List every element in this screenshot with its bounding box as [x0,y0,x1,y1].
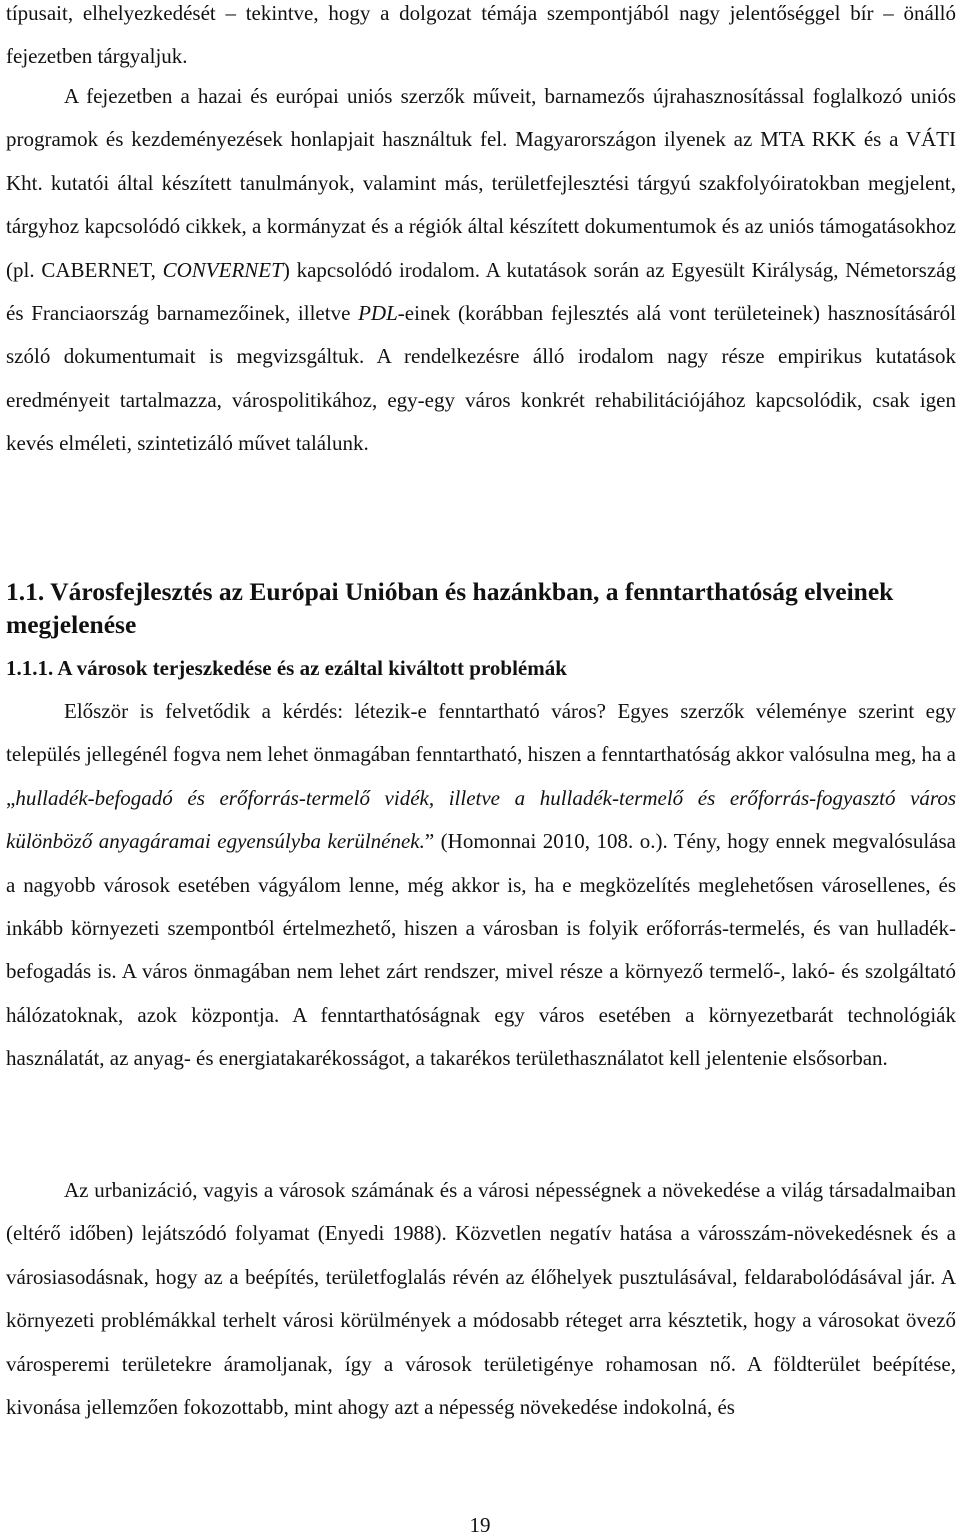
paragraph-text: típusait, elhelyezkedését – tekintve, hogy a dolgozat témája szempontjából nagy jelentőséggel bír – önálló fejezetben tárgyaljuk. [6,1,956,69]
italic-quotation: hulladék-befogadó és erőforrás-termelő vidék, illetve a hulladék-termelő és erőforrás-fogyasztó város különböző anyagáramai egyensúlyba kerülnének. [6,785,956,854]
page-number: 19 [469,1513,491,1537]
paragraph-urbanization [6,1169,956,1429]
paragraph-text: -einek (korábban fejlesztés alá vont területeinek) hasznosításáról szóló dokumentumait is megvizsgáltuk. A rendelkezésre álló irodalom nagy része empirikus kutatások eredményeit tartalmazza, várospolitikához, egy-egy város konkrét rehabilitációjához kapcsolódik, csak igen kevés elméleti, szintetizáló művet találunk. [6,301,956,456]
section-title: Városfejlesztés az Európai Unióban és hazánkban, a fenntarthatóság elveinek megjelenése [6,577,894,639]
paragraph-sources [6,75,956,466]
paragraph-text: Az urbanizáció, vagyis a városok számának és a városi népességnek a növekedése a világ társadalmaiban (eltérő időben) lejátszódó folyamat (Enyedi 1988). Közvetlen negatív hatása a városszám-növekedésnek és a városiasodásnak, hogy az a beépítés, területfoglalás révén az élőhelyek pusztulásával, feldarabolódásával jár. A környezeti problémákkal terhelt városi körülmények a módosabb réteget arra késztetik, hogy a városokat övező városperemi területekre áramoljanak, így a városok területigénye rohamosan nő. A földterület beépítése, kivonása jellemzően fokozottabb, mint ahogy azt a népesség növekedése indokolná, és [6,1178,956,1420]
subsection-heading [6,653,956,683]
paragraph-text: ) kapcsolódó irodalom. A kutatások során az Egyesült Királyság, Németország és Franciaország barnamezőinek, illetve [6,257,956,326]
paragraph-text: ” (Homonnai 2010, 108. o.). Tény, hogy ennek megvalósulása a nagyobb városok esetében vágyálom lenne, még akkor is, ha e megközelítés meglehetősen városellenes, és inkább környezeti szempontból értelmezhető, hiszen a városban is folyik erőforrás-termelés, és van hulladék-befogadás is. A város önmagában nem lehet zárt rendszer, mivel része a környező termelő-, lakó- és szolgáltató hálózatoknak, azok központja. A fenntarthatóságnak egy város esetében a környezetbarát technológiák használatát, az anyag- és energiatakarékosságot, a takarékos területhasználatot kell jelentenie elsősorban. [6,829,956,1071]
paragraph-text: A fejezetben a hazai és európai uniós szerzők műveit, barnamezős újrahasznosítással foglalkozó uniós programok és kezdeményezések honlapjait használtuk fel. Magyarországon ilyenek az MTA RKK és a VÁTI Kht. kutatói által készített tanulmányok, valamint más, területfejlesztési tárgyú szakfolyóiratokban megjelent, tárgyhoz kapcsolódó cikkek, a kormányzat és a régiók által készített dokumentumok és az uniós támogatásokhoz (pl. CABERNET, [6,84,956,282]
italic-term-pdl: PDL [358,301,398,326]
paragraph-text: Először is felvetődik a kérdés: létezik-e fenntartható város? Egyes szerzők véleménye szerint egy település jellegénél fogva nem lehet önmagában fenntartható, hiszen a fenntarthatóság akkor valósulna meg, ha a „ [6,699,956,810]
italic-term-convernet: CONVERNET [162,257,283,282]
paragraph-sustainable-city [6,690,956,1081]
section-heading [6,575,956,641]
subsection-title: A városok terjeszkedése és az ezáltal kiváltott problémák [57,656,567,680]
subsection-number: 1.1.1. [6,656,54,680]
paragraph-intro-continued [6,0,956,79]
section-number: 1.1. [6,577,45,606]
